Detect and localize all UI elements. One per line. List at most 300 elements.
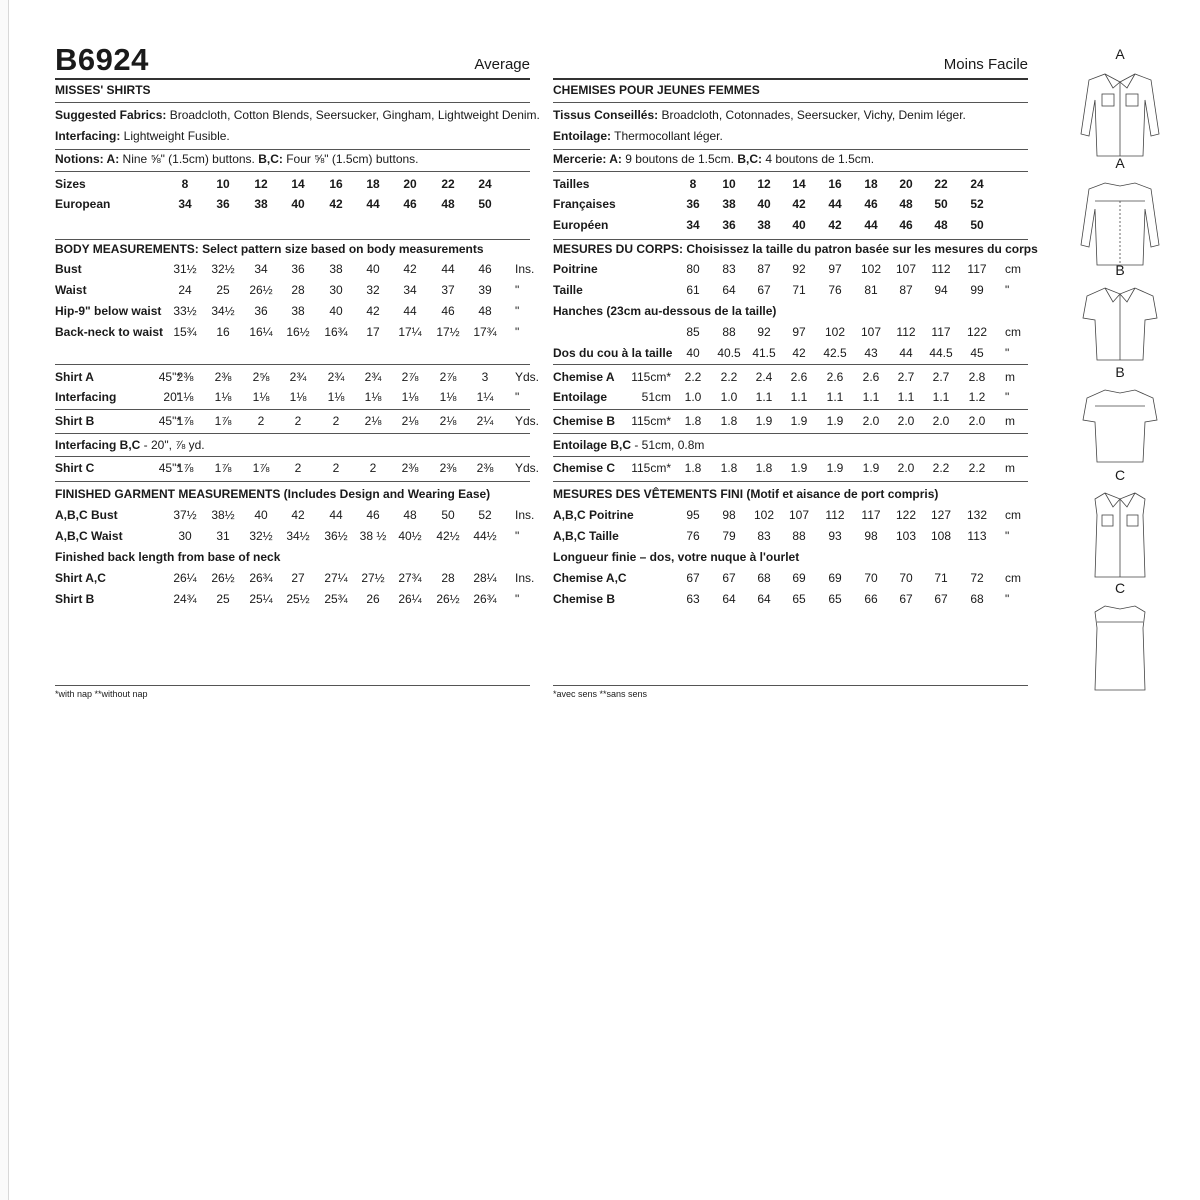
value-cell: 2⅝	[252, 370, 270, 384]
measurement-row	[55, 589, 530, 609]
value-cell: 28	[291, 283, 305, 297]
value-cell: 1.1	[862, 390, 880, 404]
value-cell: 46	[366, 508, 380, 522]
measurement-row	[553, 343, 1028, 363]
value-cell: 1⅛	[289, 390, 307, 404]
value-cell: 94	[934, 283, 948, 297]
fabrics-line-fr	[553, 105, 1028, 125]
value-cell: 48	[478, 304, 492, 318]
size-cell: 14	[291, 177, 305, 191]
unit-cell: "	[1005, 283, 1010, 297]
unit-cell: Ins.	[515, 508, 535, 522]
shirt-a-back-icon	[1075, 173, 1165, 273]
value-cell: 1.1	[897, 390, 915, 404]
value-cell: 112	[931, 262, 951, 276]
size-cell: 24	[970, 177, 984, 191]
value-cell: 1.8	[684, 461, 702, 475]
value-cell: 42	[403, 262, 417, 276]
notions-bc-label: B,C:	[258, 152, 283, 166]
fabrics-label-fr: Tissus Conseillés:	[553, 108, 659, 122]
interfacing-line-fr	[553, 126, 1028, 146]
value-cell: 2	[332, 414, 340, 428]
row-label: Shirt A,C	[55, 571, 106, 585]
fabric-width: 51cm	[641, 390, 671, 404]
value-cell: 44	[899, 346, 913, 360]
value-cell: 127	[930, 508, 952, 522]
value-cell: 37½	[173, 508, 197, 522]
size-cell: 18	[864, 177, 878, 191]
size-cell: 20	[403, 177, 417, 191]
value-cell: 46	[441, 304, 455, 318]
value-cell: 67	[934, 592, 948, 606]
unit-cell: m	[1005, 461, 1015, 475]
value-cell: 2.0	[862, 414, 880, 428]
value-cell: 83	[722, 262, 736, 276]
fabrics-line	[55, 105, 540, 125]
measurement-row	[55, 280, 530, 300]
size-cell: 48	[899, 197, 913, 211]
value-cell: 34	[254, 262, 268, 276]
notions-line-fr	[553, 149, 1028, 169]
size-cell: 8	[181, 177, 189, 191]
value-cell: 46	[478, 262, 492, 276]
fabric-width: 115cm*	[631, 461, 671, 475]
value-cell: 36	[254, 304, 268, 318]
value-cell: 97	[792, 325, 806, 339]
rule	[553, 171, 1028, 172]
value-cell: 26½	[436, 592, 460, 606]
value-cell: 2.8	[968, 370, 986, 384]
measurement-row	[55, 387, 530, 407]
size-cell: 44	[366, 197, 380, 211]
value-cell: 17	[366, 325, 380, 339]
value-cell: 26½	[249, 283, 273, 297]
footnote-fr: *avec sens **sans sens	[553, 689, 648, 699]
value-cell: 1.8	[720, 461, 738, 475]
value-cell: 68	[757, 571, 771, 585]
body-measurements-heading: BODY MEASUREMENTS: Select pattern size based on body measurements	[55, 242, 484, 256]
pattern-number: B6924	[55, 42, 149, 77]
size-cell: 46	[403, 197, 417, 211]
value-cell: 93	[828, 529, 842, 543]
value-cell: 122	[966, 325, 988, 339]
value-cell: 1.8	[720, 414, 738, 428]
size-cell: 50	[970, 218, 984, 232]
value-cell: 16¾	[324, 325, 348, 339]
rule	[553, 409, 1028, 410]
value-cell: 44	[403, 304, 417, 318]
value-cell: 16	[216, 325, 230, 339]
value-cell: 32½	[249, 529, 273, 543]
value-cell: 38	[329, 262, 343, 276]
size-cell: 48	[934, 218, 948, 232]
row-label: European	[55, 197, 111, 211]
size-cell: 24	[478, 177, 492, 191]
value-cell: 2⅞	[401, 370, 419, 384]
value-cell: 112	[825, 508, 845, 522]
page-edge	[0, 0, 9, 1200]
value-cell: 2.6	[790, 370, 808, 384]
unit-cell: "	[1005, 529, 1010, 543]
notions-bc-text: Four ⅝" (1.5cm) buttons.	[282, 152, 419, 166]
notions-bc-label-fr: B,C:	[737, 152, 762, 166]
interfacing-bc-label: Interfacing B,C	[55, 438, 141, 452]
size-cell: 46	[899, 218, 913, 232]
value-cell: 26¾	[473, 592, 497, 606]
value-cell: 92	[757, 325, 771, 339]
size-cell: 42	[828, 218, 842, 232]
row-label: A,B,C Taille	[553, 529, 619, 543]
measurement-row	[553, 387, 1028, 407]
value-cell: 26¼	[173, 571, 197, 585]
row-label: Shirt A	[55, 370, 94, 384]
value-cell: 25	[216, 592, 230, 606]
value-cell: 2.0	[897, 461, 915, 475]
fabric-width: 115cm*	[631, 370, 671, 384]
value-cell: 45	[970, 346, 984, 360]
value-cell: 40	[329, 304, 343, 318]
shirt-c-front-icon	[1075, 485, 1165, 585]
value-cell: 122	[895, 508, 917, 522]
value-cell: 2.6	[862, 370, 880, 384]
unit-cell: cm	[1005, 571, 1021, 585]
value-cell: 2	[294, 414, 302, 428]
value-cell: 98	[722, 508, 736, 522]
value-cell: 39	[478, 283, 492, 297]
value-cell: 2⅜	[439, 461, 457, 475]
fabric-width: 20"	[163, 390, 181, 404]
section-title: MISSES' SHIRTS	[55, 83, 151, 97]
row-label: Bust	[55, 262, 82, 276]
value-cell: 117	[861, 508, 881, 522]
value-cell: 76	[828, 283, 842, 297]
value-cell: 2.2	[684, 370, 702, 384]
size-cell: 22	[934, 177, 948, 191]
value-cell: 2⅜	[476, 461, 494, 475]
value-cell: 103	[895, 529, 917, 543]
value-cell: 15¾	[173, 325, 197, 339]
interfacing-label: Interfacing:	[55, 129, 121, 143]
value-cell: 70	[899, 571, 913, 585]
size-cell: 12	[757, 177, 771, 191]
size-cell: 20	[899, 177, 913, 191]
value-cell: 31	[216, 529, 230, 543]
unit-cell: "	[515, 390, 520, 404]
row-label: Entoilage	[553, 390, 608, 404]
value-cell: 36	[291, 262, 305, 276]
value-cell: 1⅛	[364, 390, 382, 404]
value-cell: 79	[722, 529, 736, 543]
value-cell: 102	[753, 508, 775, 522]
measurement-row	[55, 322, 530, 342]
value-cell: 2.2	[932, 461, 950, 475]
interfacing-text: Lightweight Fusible.	[120, 129, 230, 143]
value-cell: 28	[441, 571, 455, 585]
value-cell: 2¾	[364, 370, 382, 384]
value-cell: 2⅜	[176, 370, 194, 384]
value-cell: 1.9	[862, 461, 880, 475]
value-cell: 67	[899, 592, 913, 606]
measurement-row	[553, 589, 1028, 609]
unit-cell: Ins.	[515, 262, 535, 276]
value-cell: 117	[967, 262, 987, 276]
value-cell: 65	[792, 592, 806, 606]
value-cell: 1⅞	[176, 461, 194, 475]
row-label: Dos du cou à la taille	[553, 346, 673, 360]
interfacing-bc-text: - 20", ⅞ yd.	[140, 438, 205, 452]
rule	[55, 456, 530, 457]
value-cell: 1.9	[826, 414, 844, 428]
value-cell: 1⅞	[176, 414, 194, 428]
size-cell: 18	[366, 177, 380, 191]
body-measurements-heading-fr: MESURES DU CORPS: Choisissez la taille du patron basée sur les mesures du corps	[553, 242, 1038, 256]
view-letter: A	[1115, 155, 1125, 171]
notions-bc-text-fr: 4 boutons de 1.5cm.	[762, 152, 875, 166]
value-cell: 2⅛	[364, 414, 382, 428]
fabrics-text: Broadcloth, Cotton Blends, Seersucker, Gingham, Lightweight Denim.	[166, 108, 540, 122]
value-cell: 1⅞	[214, 461, 232, 475]
value-cell: 102	[860, 262, 882, 276]
value-cell: 88	[792, 529, 806, 543]
value-cell: 26¾	[249, 571, 273, 585]
size-cell: 16	[828, 177, 842, 191]
fabrics-label: Suggested Fabrics:	[55, 108, 167, 122]
unit-cell: "	[1005, 346, 1010, 360]
value-cell: 98	[864, 529, 878, 543]
rule	[55, 409, 530, 410]
notions-a-text: Nine ⅝" (1.5cm) buttons.	[119, 152, 259, 166]
unit-cell: "	[515, 304, 520, 318]
unit-cell: m	[1005, 370, 1015, 384]
value-cell: 1⅛	[327, 390, 345, 404]
value-cell: 42	[291, 508, 305, 522]
footnote: *with nap **without nap	[55, 689, 148, 699]
value-cell: 1⅞	[214, 414, 232, 428]
value-cell: 2.7	[897, 370, 915, 384]
view-letter: C	[1114, 467, 1126, 483]
value-cell: 108	[930, 529, 952, 543]
value-cell: 102	[824, 325, 846, 339]
notions-a-label-fr: Mercerie: A:	[553, 152, 622, 166]
value-cell: 107	[895, 262, 917, 276]
row-label: Chemise A	[553, 370, 615, 384]
rule	[55, 364, 530, 365]
value-cell: 2¾	[289, 370, 307, 384]
value-cell: 40	[366, 262, 380, 276]
value-cell: 81	[864, 283, 878, 297]
row-label: Shirt B	[55, 414, 95, 428]
french-sizes-row	[553, 194, 1028, 214]
value-cell: 25¾	[324, 592, 348, 606]
value-cell: 1.1	[932, 390, 950, 404]
value-cell: 50	[441, 508, 455, 522]
value-cell: 32	[366, 283, 380, 297]
value-cell: 28¼	[473, 571, 497, 585]
value-cell: 27	[291, 571, 305, 585]
value-cell: 2.0	[932, 414, 950, 428]
row-label: Sizes	[55, 177, 86, 191]
difficulty-level: Average	[474, 56, 530, 73]
measurement-row	[553, 367, 1028, 387]
fabric-width: 115cm*	[631, 414, 671, 428]
notions-a-text-fr: 9 boutons de 1.5cm.	[621, 152, 738, 166]
value-cell: 2⅞	[439, 370, 457, 384]
row-label: Tailles	[553, 177, 590, 191]
rule	[553, 364, 1028, 365]
value-cell: 42	[366, 304, 380, 318]
unit-cell: "	[515, 283, 520, 297]
back-length-heading-fr: Longueur finie – dos, votre nuque à l'ourlet	[553, 550, 800, 564]
shirt-b-front-icon	[1075, 280, 1165, 370]
value-cell: 64	[722, 592, 736, 606]
row-label: Shirt B	[55, 592, 95, 606]
value-cell: 1.0	[720, 390, 738, 404]
row-label: Hip-9" below waist	[55, 304, 162, 318]
value-cell: 27½	[361, 571, 385, 585]
value-cell: 71	[934, 571, 948, 585]
size-cell: 8	[689, 177, 697, 191]
value-cell: 64	[722, 283, 736, 297]
row-label: Back-neck to waist	[55, 325, 164, 339]
size-cell: 38	[722, 197, 736, 211]
measurement-row	[553, 411, 1028, 431]
size-cell: 14	[792, 177, 806, 191]
row-label: Chemise C	[553, 461, 616, 475]
value-cell: 1.8	[684, 414, 702, 428]
size-cell: 10	[216, 177, 230, 191]
interfacing-bc-text-fr: - 51cm, 0.8m	[631, 438, 705, 452]
row-label: Poitrine	[553, 262, 598, 276]
value-cell: 68	[970, 592, 984, 606]
value-cell: 2.0	[968, 414, 986, 428]
value-cell: 2	[332, 461, 340, 475]
value-cell: 40	[686, 346, 700, 360]
measurement-row	[55, 458, 540, 478]
value-cell: 2.0	[897, 414, 915, 428]
measurement-row	[553, 458, 1028, 478]
value-cell: 25½	[286, 592, 310, 606]
value-cell: 34½	[211, 304, 235, 318]
rule	[55, 171, 530, 172]
value-cell: 16½	[286, 325, 310, 339]
measurement-row	[55, 568, 535, 588]
row-label: A,B,C Waist	[55, 529, 123, 543]
value-cell: 25	[216, 283, 230, 297]
row-label: Européen	[553, 218, 609, 232]
row-label: Taille	[553, 283, 583, 297]
value-cell: 132	[966, 508, 988, 522]
value-cell: 67	[686, 571, 700, 585]
size-cell: 44	[864, 218, 878, 232]
footer-rule	[55, 685, 530, 686]
value-cell: 30	[178, 529, 192, 543]
value-cell: 76	[686, 529, 700, 543]
value-cell: 26	[366, 592, 380, 606]
measurement-row	[553, 280, 1028, 300]
value-cell: 2⅛	[439, 414, 457, 428]
value-cell: 34½	[286, 529, 310, 543]
unit-cell: "	[1005, 592, 1010, 606]
value-cell: 42½	[436, 529, 460, 543]
size-cell: 40	[757, 197, 771, 211]
value-cell: 1.1	[790, 390, 808, 404]
value-cell: 112	[896, 325, 916, 339]
value-cell: 61	[686, 283, 700, 297]
value-cell: 41.5	[752, 346, 776, 360]
value-cell: 92	[792, 262, 806, 276]
interfacing-bc-line	[55, 435, 530, 455]
interfacing-bc-label-fr: Entoilage B,C	[553, 438, 632, 452]
unit-cell: "	[1005, 390, 1010, 404]
row-label: A,B,C Bust	[55, 508, 118, 522]
size-cell: 48	[441, 197, 455, 211]
value-cell: 113	[967, 529, 987, 543]
rule	[553, 456, 1028, 457]
fabric-width: 45"*	[158, 461, 181, 475]
measurement-row	[553, 526, 1028, 546]
sizes-row-fr	[553, 174, 1028, 194]
value-cell: 2¼	[476, 414, 494, 428]
value-cell: 85	[686, 325, 700, 339]
value-cell: 44½	[473, 529, 497, 543]
shirt-b-back-icon	[1075, 382, 1165, 472]
value-cell: 1⅛	[176, 390, 194, 404]
value-cell: 97	[828, 262, 842, 276]
value-cell: 2	[294, 461, 302, 475]
value-cell: 40	[254, 508, 268, 522]
rule	[55, 481, 530, 482]
size-cell: 42	[329, 197, 343, 211]
value-cell: 32½	[211, 262, 235, 276]
measurement-row	[55, 301, 530, 321]
value-cell: 38 ½	[359, 529, 387, 543]
row-label: Waist	[55, 283, 87, 297]
measurement-row	[55, 505, 535, 525]
value-cell: 2⅛	[401, 414, 419, 428]
value-cell: 69	[828, 571, 842, 585]
unit-cell: cm	[1005, 262, 1021, 276]
unit-cell: "	[515, 325, 520, 339]
size-cell: 36	[686, 197, 700, 211]
fabric-width: 45"*	[158, 370, 181, 384]
value-cell: 44.5	[929, 346, 953, 360]
size-cell: 38	[254, 197, 268, 211]
value-cell: 26¼	[398, 592, 422, 606]
value-cell: 34	[403, 283, 417, 297]
value-cell: 25¼	[249, 592, 273, 606]
shirt-a-front-icon	[1075, 64, 1165, 164]
size-cell: 34	[178, 197, 192, 211]
measurement-row	[553, 259, 1028, 279]
value-cell: 87	[757, 262, 771, 276]
value-cell: 1.9	[826, 461, 844, 475]
value-cell: 26½	[211, 571, 235, 585]
footer-rule	[553, 685, 1028, 686]
value-cell: 83	[757, 529, 771, 543]
value-cell: 1⅛	[214, 390, 232, 404]
interfacing-line	[55, 126, 530, 146]
back-length-heading: Finished back length from base of neck	[55, 550, 281, 564]
unit-cell: Yds.	[515, 414, 540, 428]
value-cell: 2	[369, 461, 377, 475]
unit-cell: Yds.	[515, 461, 540, 475]
value-cell: 44	[441, 262, 455, 276]
interfacing-bc-line-fr	[553, 435, 1028, 455]
value-cell: 30	[329, 283, 343, 297]
value-cell: 107	[788, 508, 810, 522]
size-cell: 36	[216, 197, 230, 211]
value-cell: 3	[481, 370, 489, 384]
